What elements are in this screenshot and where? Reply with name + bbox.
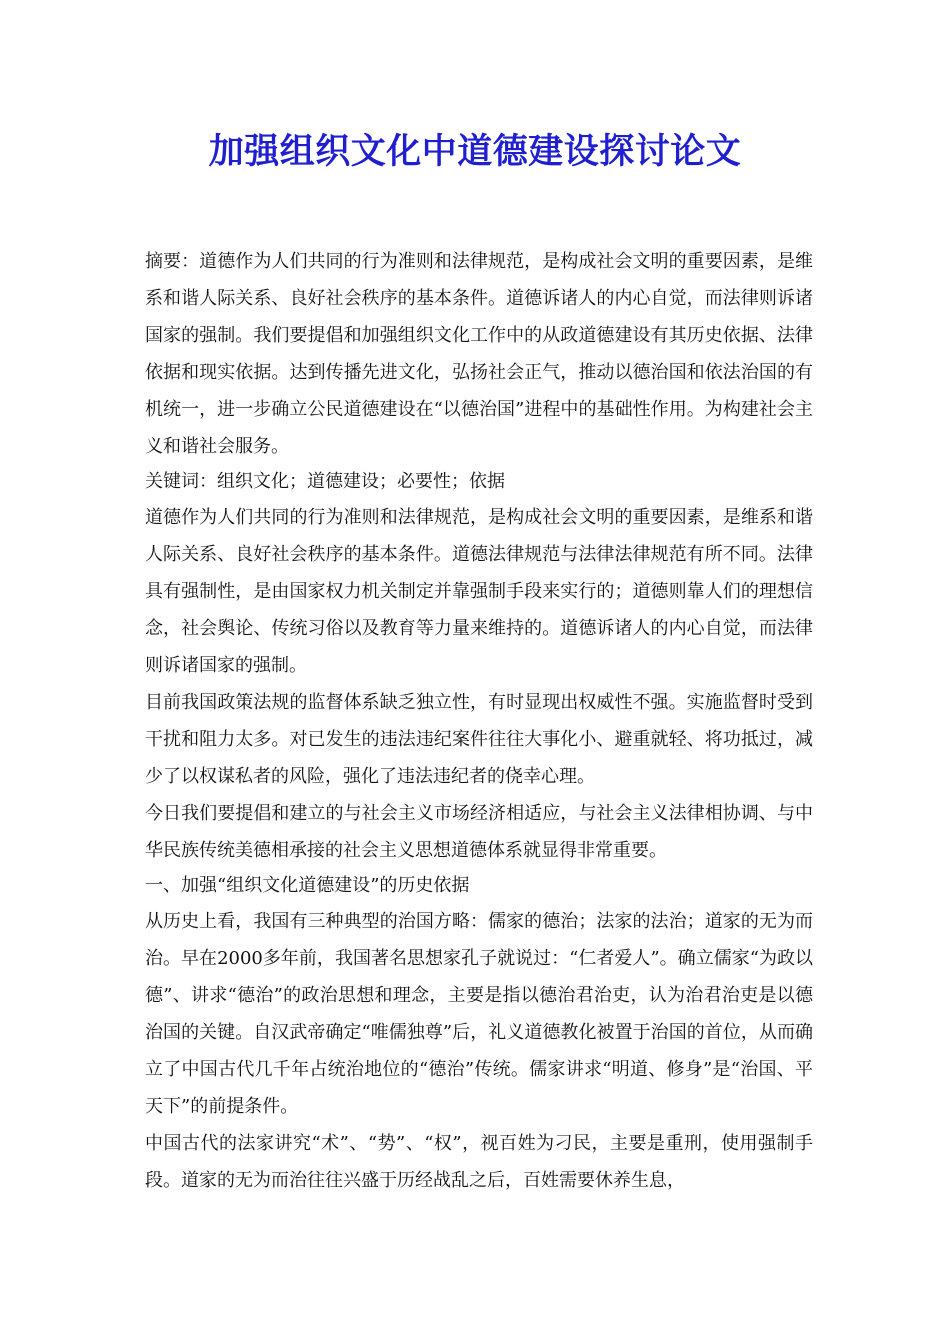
body-paragraph: 从历史上看，我国有三种典型的治国方略：儒家的德治；法家的法治；道家的无为而治。早在2000多年前，我国著名思想家孔子就说过：“仁者爱人”。确立儒家“为政以德”、讲求“德治”的政治思想和理念，主要是指以德治君治吏，认为治君治吏是以德治国的关键。自汉武帝确定“唯儒独尊”后，礼义道德教化被置于治国的首位，从而确立了中国古代几千年占统治地位的“德治”传统。儒家讲求“明道、修身”是“治国、平天下”的前提条件。 bbox=[145, 911, 813, 1117]
abstract-paragraph: 摘要：道德作为人们共同的行为准则和法律规范，是构成社会文明的重要因素，是维系和谐人际关系、良好社会秩序的基本条件。道德诉诸人的内心自觉，而法律则诉诸国家的强制。我们要提倡和加强组织文化工作中的从政道德建设有其历史依据、法律依据和现实依据。达到传播先进文化，弘扬社会正气，推动以德治国和依法治国的有机统一，进一步确立公民道德建设在“以德治国”进程中的基础性作用。为构建社会主义和谐社会服务。 bbox=[145, 251, 813, 457]
body-paragraph: 道德作为人们共同的行为准则和法律规范，是构成社会文明的重要因素，是维系和谐人际关系、良好社会秩序的基本条件。道德法律规范与法律法律规范有所不同。法律具有强制性，是由国家权力机关制定并靠强制手段来实行的；道德则靠人们的理想信念，社会舆论、传统习俗以及教育等力量来维持的。道德诉诸人的内心自觉，而法律则诉诸国家的强制。 bbox=[145, 507, 813, 676]
document-body bbox=[145, 243, 813, 1199]
document-title: 加强组织文化中道德建设探讨论文 bbox=[208, 132, 742, 172]
keywords-paragraph: 关键词：组织文化；道德建设；必要性；依据 bbox=[145, 471, 505, 492]
body-paragraph: 今日我们要提倡和建立的与社会主义市场经济相适应，与社会主义法律相协调、与中华民族传统美德相承接的社会主义思想道德体系就显得非常重要。 bbox=[145, 803, 813, 861]
body-paragraph: 目前我国政策法规的监督体系缺乏独立性，有时显现出权威性不强。实施监督时受到干扰和阻力太多。对已发生的违法违纪案件往往大事化小、避重就轻、将功抵过，减少了以权谋私者的风险，强化了违法违纪者的侥幸心理。 bbox=[145, 692, 813, 787]
section-heading: 一、加强“组织文化道德建设”的历史依据 bbox=[145, 875, 470, 896]
body-paragraph: 中国古代的法家讲究“术”、“势”、“权”，视百姓为刁民，主要是重刑，使用强制手段。道家的无为而治往往兴盛于历经战乱之后，百姓需要休养生息， bbox=[145, 1133, 813, 1191]
